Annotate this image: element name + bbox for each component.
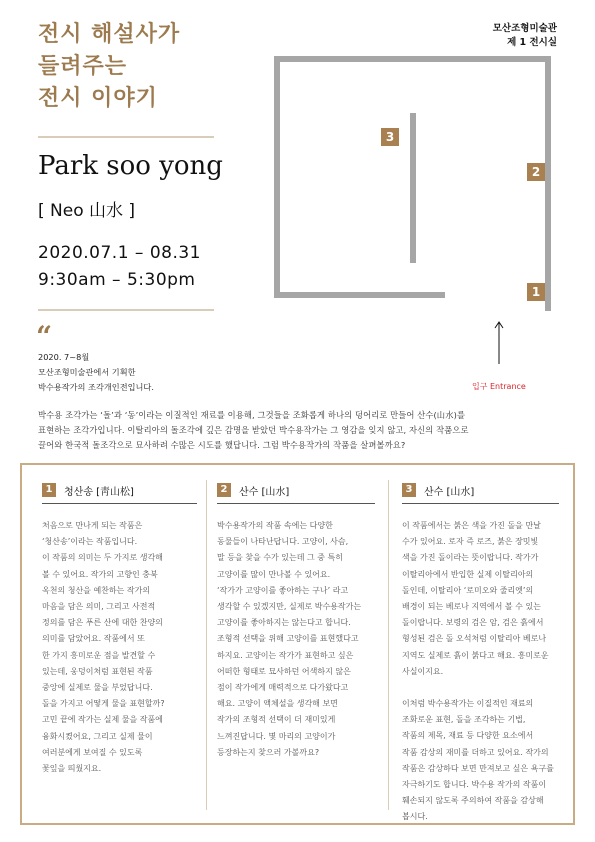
room-marker-3: 3 xyxy=(381,128,399,146)
description-line: 옥천의 청산을 예찬하는 작가의 xyxy=(42,585,151,595)
description-paragraph xyxy=(402,518,559,680)
description-line: 하지요. 고양이는 작가가 표현하고 싶은 xyxy=(217,650,354,660)
description-line: 등장하는지 찾으러 가볼까요? xyxy=(217,747,320,757)
artwork-column-2 xyxy=(217,480,375,761)
description-line: 돌인데, 이탈리아 ‘로미오와 줄리엣’의 xyxy=(402,585,534,595)
description-line: 작품의 제목, 재료 등 다양한 요소에서 xyxy=(402,731,534,741)
description-line: 생각할 수 있겠지만, 실제로 박수용작가는 xyxy=(217,602,362,612)
description-line: 융화시켰어요, 그리고 실제 물이 xyxy=(42,731,153,741)
intro-paragraph xyxy=(38,408,568,453)
description-line: 이 작품의 의미는 두 가지로 생각해 xyxy=(42,553,163,563)
description-line: 돌이랍니다. 보령의 검은 암, 검은 흙에서 xyxy=(402,618,544,628)
description-line: 이탈리아에서 반입한 실제 이탈리아의 xyxy=(402,569,534,579)
note-line: 박수용작가의 조각개인전입니다. xyxy=(38,382,154,392)
column-divider xyxy=(206,480,207,810)
description-line: 돌을 가지고 어떻게 물을 표현할까? xyxy=(42,699,165,709)
intro-line: 박수용 조각가는 ‘돌’과 ‘동’이라는 이질적인 재료를 이용해, 그것들을 조화롭게 하나의 덩어리로 만들어 산수(山水)를 xyxy=(38,410,466,420)
description-line: 훼손되지 않도록 주의하여 작품을 감상해 xyxy=(402,796,544,806)
artwork-title: 산수 [山水] xyxy=(239,486,290,498)
description-line: 수가 있어요. 로자 즉 로즈, 붉은 장밋빛 xyxy=(402,537,539,547)
description-line: 작가의 조형적 선택이 더 재미있게 xyxy=(217,715,336,725)
artwork-description xyxy=(42,518,197,777)
title-divider xyxy=(38,136,214,138)
description-paragraph xyxy=(402,696,559,826)
artwork-column-1 xyxy=(42,480,197,777)
description-line: 한 가지 흥미로운 점을 발견할 수 xyxy=(42,650,156,660)
entrance-label: 입구 Entrance xyxy=(472,382,526,391)
description-line: 작품 감상의 재미를 더하고 있어요. 작가의 xyxy=(402,747,549,757)
section-number-badge: 3 xyxy=(402,483,416,497)
description-line: 느껴진답니다. 몇 마리의 고양이가 xyxy=(217,731,336,741)
description-line: 배경이 되는 베로나 지역에서 볼 수 있는 xyxy=(402,602,541,612)
description-line: 어떠한 형태로 묘사하던 어색하지 않은 xyxy=(217,666,351,676)
description-line: 여러분에게 보여질 수 있도록 xyxy=(42,747,143,757)
artist-name: Park soo yong xyxy=(38,151,223,181)
description-line: 꽃잎을 띄웠지요. xyxy=(42,764,102,774)
note-line: 2020. 7~8월 xyxy=(38,352,90,362)
time-range: 9:30am – 5:30pm xyxy=(38,270,196,290)
description-line: 박수용작가의 작품 속에는 다양한 xyxy=(217,521,333,530)
intro-line: 표현하는 조각가입니다. 이탈리아의 돌조각에 깊은 감명을 받았던 박수용작가는 그 영감을 잊지 않고, 자신의 작품으로 xyxy=(38,425,469,435)
title-line-1: 전시 해설사가 xyxy=(38,22,181,47)
date-divider xyxy=(38,309,214,311)
note-line: 모산조형미술관에서 기획한 xyxy=(38,367,136,377)
section-number-badge: 2 xyxy=(217,483,231,497)
artwork-panel xyxy=(20,463,575,825)
description-line: 정의를 담은 푸른 산에 대한 찬양의 xyxy=(42,618,163,628)
artwork-heading xyxy=(217,480,375,504)
description-paragraph xyxy=(42,518,197,777)
artwork-description xyxy=(402,518,559,826)
description-line: 봅시다. xyxy=(402,812,428,822)
description-line: ‘작가가 고양이를 좋아하는 구나’ 라고 xyxy=(217,585,349,595)
description-line: 이처럼 박수용작가는 이질적인 재료의 xyxy=(402,699,534,709)
description-line: 점이 작가에게 매력적으로 다가왔다고 xyxy=(217,683,349,693)
description-line: 고민 끝에 작가는 실제 물을 작품에 xyxy=(42,715,163,725)
description-line: 형성된 검은 돌 오석처럼 이탈리아 베로나 xyxy=(402,634,547,644)
description-line: 고양이를 많이 만나볼 수 있어요. xyxy=(217,569,331,579)
description-line: 볼 수 있어요. 작가의 고향인 충북 xyxy=(42,569,158,579)
artwork-title: 청산송 [靑山松] xyxy=(64,486,134,498)
description-line: 작품은 감상하다 보면 만져보고 싶은 욕구를 xyxy=(402,763,554,773)
description-line: 동물들이 나타난답니다. 고양이, 사슴, xyxy=(217,537,349,547)
artwork-title: 산수 [山水] xyxy=(424,486,475,498)
artwork-heading xyxy=(42,480,197,504)
description-line: 사실이지요. xyxy=(402,666,444,676)
description-line: 색을 가진 돌이라는 뜻이랍니다. 작가가 xyxy=(402,553,539,563)
description-line: 고양이를 좋아하지는 않는다고 합니다. xyxy=(217,618,351,628)
venue-room: 제 1 전시실 xyxy=(507,37,557,48)
venue-name: 모산조형미술관 xyxy=(492,23,557,34)
description-paragraph xyxy=(217,518,375,761)
description-line: ‘청산송’이라는 작품입니다. xyxy=(42,537,138,547)
column-divider xyxy=(388,480,389,810)
artwork-heading xyxy=(402,480,559,504)
artwork-description xyxy=(217,518,375,761)
section-number-badge: 1 xyxy=(42,483,56,497)
wall-right xyxy=(545,56,551,311)
artwork-column-3 xyxy=(402,480,559,826)
title-line-3: 전시 이야기 xyxy=(38,86,158,111)
wall-left xyxy=(274,56,280,298)
wall-top xyxy=(274,56,551,62)
description-line: 조형적 선택을 위해 고양이를 표현했다고 xyxy=(217,634,359,644)
description-line: 해요. 고양이 액체설을 생각해 보면 xyxy=(217,699,338,709)
description-line: 조화로운 표현, 돌을 조각하는 기법, xyxy=(402,715,526,725)
date-range: 2020.07.1 – 08.31 xyxy=(38,243,201,263)
exhibit-note xyxy=(38,350,154,395)
description-line: 처음으로 만나게 되는 작품은 xyxy=(42,521,143,530)
entrance-arrow-icon xyxy=(493,320,505,364)
wall-partition xyxy=(410,113,416,263)
description-line: 마음을 담은 의미, 그리고 사전적 xyxy=(42,602,156,612)
room-marker-1: 1 xyxy=(527,283,545,301)
description-line: 있는데, 웅덩이처럼 표현된 작품 xyxy=(42,666,153,676)
wall-bottom xyxy=(274,292,445,298)
quote-mark-icon: “ xyxy=(36,320,53,353)
description-line: 말 등을 찾을 수가 있는데 그 중 특히 xyxy=(217,553,343,563)
description-line: 자극하기도 합니다. 박수용 작가의 작품이 xyxy=(402,780,547,790)
description-line: 의미를 담았어요. 작품에서 또 xyxy=(42,634,145,644)
description-line: 이 작품에서는 붉은 색을 가진 돌을 만날 xyxy=(402,521,541,530)
description-line: 지역도 실제로 흙이 붉다고 해요. 흥미로운 xyxy=(402,650,549,660)
venue-label xyxy=(470,22,557,50)
description-line: 중앙에 실제로 물을 부었답니다. xyxy=(42,683,153,693)
title-line-2: 들려주는 xyxy=(38,54,128,79)
exhibit-title: [ Neo 山水 ] xyxy=(38,201,136,221)
room-marker-2: 2 xyxy=(527,163,545,181)
intro-line: 끌어와 한국적 돌조각으로 묘사하려 수많은 시도를 했답니다. 그럼 박수용작가의 작품을 살펴볼까요? xyxy=(38,440,406,450)
